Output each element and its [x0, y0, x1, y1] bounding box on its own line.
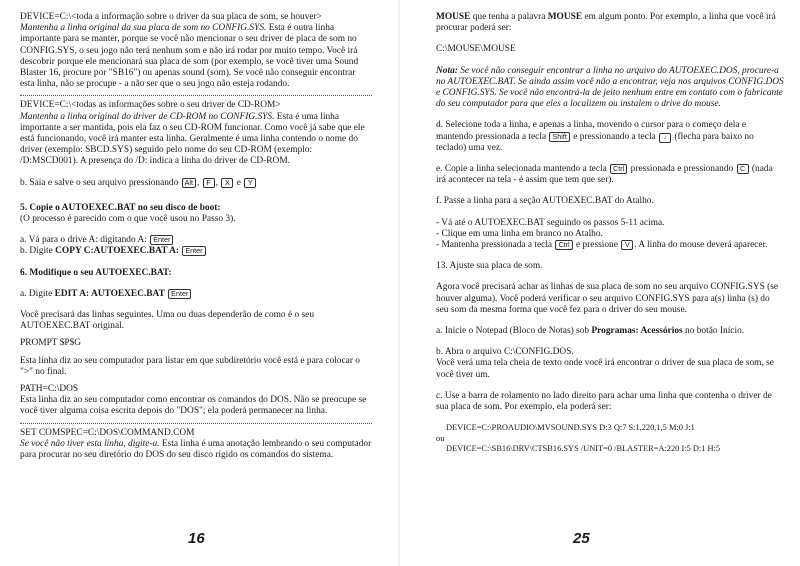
step6-a-command: EDIT A: AUTOEXEC.BAT — [54, 288, 165, 299]
bullet-1: - Vá até o AUTOEXEC.BAT seguindo os passos 5-11 acima. — [436, 217, 665, 228]
left-page-text — [20, 12, 372, 461]
prompt-note: Esta linha diz ao seu computador para listar em que subdiretório você está e para colocar o ">" no final. — [20, 355, 360, 377]
enter-key: Enter — [182, 246, 205, 256]
step-d — [436, 120, 784, 154]
step5-sub: (O processo é parecido com o que você usou no Passo 3). — [20, 214, 236, 225]
step-b-text: b. Saia e salve o seu arquivo pressionando — [20, 177, 179, 188]
step-d-text-1: d. Selecione toda a linha, e apenas a linha, movendo o cursor para o começo dela e mantendo pressionada a tecla — [436, 120, 747, 142]
step5-a — [20, 235, 372, 246]
dotted-divider — [20, 423, 372, 424]
f-key: F — [203, 178, 215, 188]
step13: 13. Ajuste sua placa de som. — [436, 261, 543, 272]
device-sound-note-italic: Mantenha a linha original da sua placa de som no CONFIG.SYS. — [20, 23, 267, 34]
dotted-divider — [20, 95, 372, 96]
sound-c: c. Use a barra de rolamento no lado direito para achar uma linha que contenha o driver de sua placa de som. Por exemplo, ela poderá ser: — [436, 390, 772, 413]
c-key: C — [737, 164, 749, 174]
sound-a-text-1: a. Inicie o Notepad (Bloco de Notas) sob — [436, 326, 592, 337]
device-sound-note — [20, 23, 372, 90]
sound-intro: Agora você precisará achar as linhas de sua placa de som no seu arquivo CONFIG.SYS (se houver alguma). Você poderá verificar o seu arquivo CONFIG.SYS para a(s) linha (s) do seu som da mesma forma que você fez para o driver do seu mouse. — [436, 282, 779, 315]
need-lines: Você precisará das linhas seguintes. Uma ou duas dependerão de como é o seu AUTOEXEC.BAT original. — [20, 310, 315, 332]
example-line-2: DEVICE=C:\SB16\DRV\CTSB16.SYS /UNIT=0 /BLASTER=A:220 I:5 D:1 H:5 — [446, 444, 721, 454]
device-cdrom-note — [20, 112, 372, 168]
v-key: V — [621, 240, 633, 250]
ctrl-key: Ctrl — [555, 240, 572, 250]
step5-b-command: COPY C:AUTOEXEC.BAT A: — [55, 246, 180, 257]
nota-label: Nota: — [436, 65, 458, 76]
example-or: ou — [436, 433, 445, 443]
y-key: Y — [244, 178, 256, 188]
mouse-intro-post: em algum ponto. Por exemplo, a linha que você irá procurar poderá ser: — [436, 12, 776, 34]
mouse-word-2: MOUSE — [547, 12, 583, 22]
enter-key: Enter — [168, 289, 191, 299]
step-e-text-2: pressionada e pressionando — [630, 164, 734, 175]
bullet-3-text-3: . A linha do mouse deverá aparecer. — [634, 240, 768, 251]
prompt-line: PROMPT $P$G — [20, 338, 82, 349]
step-d-text-2: e pressionando a tecla — [573, 131, 656, 142]
device-cdrom-note-text: Esta é uma linha importante a ser mantida, pois ela faz o seu CD-ROM funcionar. Como você já sabe que ele está funcionando, você irá manter esta linha. Geralmente é uma linha contendo o nome do driver (exemplo: SBCD.SYS) seguido pelo nome do seu CD-ROM (exemplo: /D:MSCD001). A presença do /D: indica a linha do driver de CD-ROM. — [20, 111, 365, 167]
sound-a-text-2: no botão Início. — [682, 326, 745, 337]
step-d-text-3: (flecha para baixo no teclado) uma vez. — [436, 131, 754, 153]
down-arrow-key-icon: ↓ — [659, 133, 671, 143]
step-f: f. Passe a linha para a seção AUTOEXEC.BAT do Atalho. — [436, 196, 654, 207]
nota-text: Se você não conseguir encontrar a linha no arquivo do AUTOEXEC.DOS, procure-a no AUTOEXEC.BAT. Se ainda assim você não a encontrar, veja nos arquivos CONFIG.DOS e CONFIG.SYS. Se você não encontrá-la de jeito nenhum entre em contato com o fabricante do seu computador para que eles a localizem ou instalem o drive do mouse. — [436, 65, 784, 110]
comspec-note-text: Esta linha é uma anotação lembrando o seu computador para procurar no seu diretório do DOS do seu disco rígido os comandos do sistema. — [20, 438, 372, 461]
nota — [436, 66, 784, 111]
step6-a-prefix: a. Digite — [20, 288, 55, 299]
right-page — [400, 0, 800, 566]
mouse-path: C:\MOUSE\MOUSE — [436, 44, 516, 55]
device-sound-note-text: Esta é outra linha importante para se manter, porque se você não mencionar o seu driver de placa de som no CONFIG.SYS, o seu jogo não terá nenhum som e não irá rodar por muito tempo. Você irá descobrir porque ele mencionará sua placa de som (por exemplo, se você tiver uma Sound Blaster 16, procure por "SB16") ou apenas sound (som). Se você não conseguir encontrar esta linha, não se procupe - a não ser que o seu jogo não esteja rodando. — [20, 23, 359, 90]
ctrl-key: Ctrl — [610, 164, 627, 174]
device-cdrom-line: DEVICE=C:\<todas as informações sobre o seu driver de CD-ROM> — [20, 100, 281, 111]
sound-a-menu: Programas: Acessórios — [591, 326, 683, 337]
path-line: PATH=C:\DOS — [20, 384, 79, 395]
sound-b-1: b. Abra o arquivo C:\CONFIG.DOS. — [436, 347, 574, 358]
page-number: 16 — [188, 530, 205, 547]
bullet-3 — [436, 240, 784, 251]
device-sound-line: DEVICE=C:\<toda a informação sobre o driver da sua placa de som, se houver> — [20, 12, 322, 22]
step-e-text-3: (nada irá acontecer na tela - é assim que tem que ser). — [436, 164, 773, 186]
bullet-3-text-2: e pressione — [575, 240, 618, 251]
page-number: 25 — [573, 530, 590, 547]
mouse-intro — [436, 12, 784, 34]
step5-b — [20, 246, 372, 257]
comspec-note-italic: Se você não tiver esta linha, digite-a. — [20, 438, 160, 449]
bullet-3-text-1: - Mantenha pressionada a tecla — [436, 240, 553, 251]
x-key: X — [221, 178, 233, 188]
comspec-line: SET COMSPEC=C:\DOS\COMMAND.COM — [20, 427, 195, 438]
path-note: Esta linha diz ao seu computador como encontrar os comandos do DOS. Não se preocupe se você tiver alguma coisa escrita depois do "DOS"; ela poderá permanecer na linha. — [20, 395, 367, 417]
mouse-intro-mid: que tenha a palavra — [470, 12, 548, 22]
enter-key: Enter — [150, 235, 173, 245]
step-b: b. Saia e salve o seu arquivo pressionando Alt , F , X e Y — [20, 178, 372, 189]
step-e — [436, 164, 784, 186]
bullet-2: - Clique em uma linha em branco no Atalho. — [436, 228, 603, 239]
shift-key: Shift — [549, 132, 569, 142]
comspec-note — [20, 439, 372, 461]
step6-heading: 6. Modifique o seu AUTOEXEC.BAT: — [20, 267, 172, 278]
step-e-text-1: e. Copie a linha selecionada mantendo a tecla — [436, 164, 607, 175]
alt-key: Alt — [182, 178, 196, 188]
step5-a-text: a. Vá para o drive A: digitando A: — [20, 235, 147, 246]
example-line-1: DEVICE=C:\PROAUDIO\MVSOUND.SYS D:3 Q:7 S:1,220,1,5 M:0 J:1 — [446, 423, 695, 433]
left-page — [0, 0, 398, 566]
step5-b-prefix: b. Digite — [20, 246, 56, 257]
sound-a — [436, 326, 784, 337]
device-cdrom-note-italic: Mantenha a linha original do driver de CD-ROM no CONFIG.SYS. — [20, 111, 275, 122]
step5-heading: 5. Copie o AUTOEXEC.BAT no seu disco de boot: — [20, 202, 221, 213]
sound-b-2: Você verá uma tela cheia de texto onde você irá encontrar o driver de sua placa de som, se você tiver um. — [436, 358, 774, 380]
step6-a — [20, 289, 372, 300]
right-page-text — [436, 12, 784, 455]
mouse-word: MOUSE — [436, 12, 471, 22]
